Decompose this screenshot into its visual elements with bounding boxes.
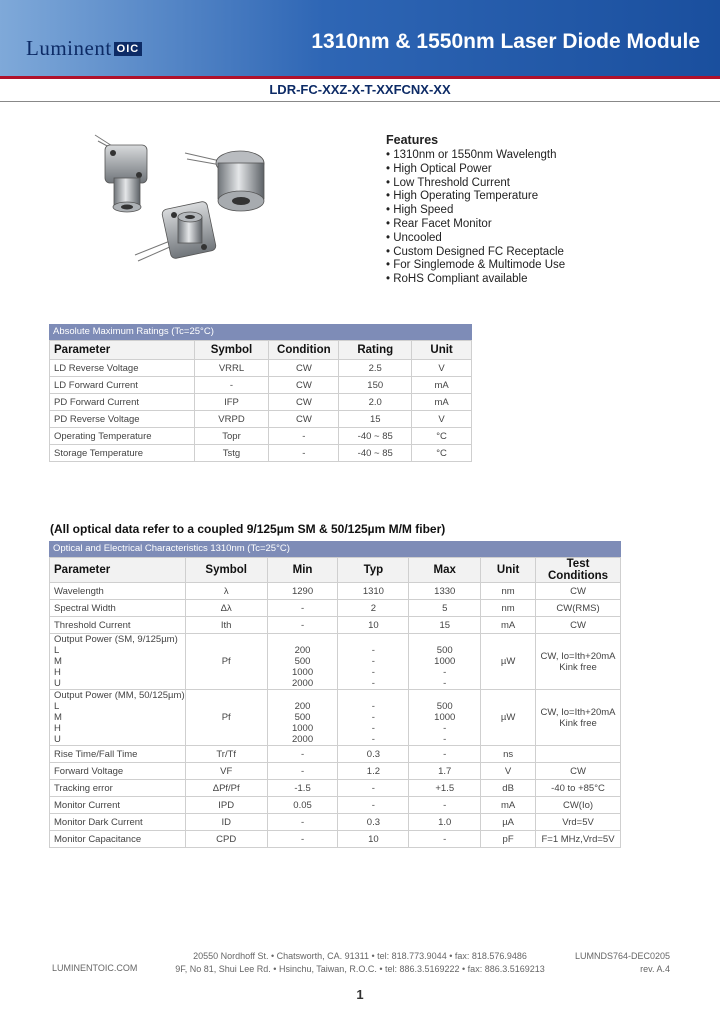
table-cell: 0.05	[267, 797, 338, 814]
table-cell: Storage Temperature	[50, 445, 195, 462]
table-row	[50, 600, 621, 617]
feature-item: • High Optical Power	[386, 163, 565, 177]
table-cell: -	[267, 600, 338, 617]
optical-body	[50, 583, 621, 848]
table-cell: 200 500 1000 2000	[267, 690, 338, 746]
header-banner	[0, 0, 720, 76]
table-cell: -	[338, 797, 409, 814]
table-cell: CW	[536, 583, 621, 600]
document-title: 1310nm & 1550nm Laser Diode Module	[311, 30, 700, 53]
laser-module-right	[185, 151, 264, 211]
table-cell: F=1 MHz,Vrd=5V	[536, 831, 621, 848]
table-cell: 1290	[267, 583, 338, 600]
table-cell: Monitor Current	[50, 797, 186, 814]
laser-module-bottom	[135, 201, 217, 261]
table-cell: 150	[339, 377, 412, 394]
table-cell: µA	[481, 814, 536, 831]
table-caption: Optical and Electrical Characteristics 1310nm (Tc=25°C)	[49, 541, 621, 557]
table-cell: PD Reverse Voltage	[50, 411, 195, 428]
table-row	[50, 411, 472, 428]
table-cell: Threshold Current	[50, 617, 186, 634]
table-cell: nm	[481, 600, 536, 617]
optical-characteristics-table	[49, 541, 621, 848]
table-cell: mA	[412, 377, 472, 394]
table-cell: VF	[185, 763, 267, 780]
table-cell: Vrd=5V	[536, 814, 621, 831]
table-row	[50, 814, 621, 831]
table-cell: ID	[185, 814, 267, 831]
logo-badge: OIC	[114, 42, 143, 56]
table-cell: 2.5	[339, 360, 412, 377]
column-header: Condition	[269, 341, 339, 360]
table-cell: Monitor Dark Current	[50, 814, 186, 831]
table-cell: 1.2	[338, 763, 409, 780]
table-cell: -40 to +85°C	[536, 780, 621, 797]
footer-doc-id: LUMNDS764-DEC0205	[574, 951, 670, 961]
table-cell: CW, Io=Ith+20mA Kink free	[536, 634, 621, 690]
table-cell: Tr/Tf	[185, 746, 267, 763]
table-caption: Absolute Maximum Ratings (Tc=25°C)	[49, 324, 472, 340]
column-header: Test Conditions	[536, 558, 621, 583]
table-cell: µW	[481, 690, 536, 746]
features-list	[386, 149, 565, 287]
column-header: Parameter	[50, 341, 195, 360]
table-cell: -	[267, 617, 338, 634]
table-cell: -	[267, 763, 338, 780]
table-cell: pF	[481, 831, 536, 848]
table-cell: Pf	[185, 690, 267, 746]
header-accent-line	[0, 76, 720, 79]
table-cell: Spectral Width	[50, 600, 186, 617]
table-cell: 15	[409, 617, 481, 634]
table-row	[50, 394, 472, 411]
table-row	[50, 445, 472, 462]
feature-item: • For Singlemode & Multimode Use	[386, 259, 565, 273]
table-cell: LD Forward Current	[50, 377, 195, 394]
table-cell: °C	[412, 428, 472, 445]
table-cell: 0.3	[338, 814, 409, 831]
table-cell: ΔPf/Pf	[185, 780, 267, 797]
table-cell: 500 1000 - -	[409, 690, 481, 746]
table-cell: CW	[269, 394, 339, 411]
table-cell: 1310	[338, 583, 409, 600]
fiber-note: (All optical data refer to a coupled 9/125µm SM & 50/125µm M/M fiber)	[50, 522, 446, 536]
table-row	[50, 634, 621, 690]
table-row	[50, 360, 472, 377]
column-header: Symbol	[194, 341, 269, 360]
table-cell: 2	[338, 600, 409, 617]
table-cell: mA	[481, 617, 536, 634]
feature-item: • Rear Facet Monitor	[386, 218, 565, 232]
feature-item: • Low Threshold Current	[386, 177, 565, 191]
table-cell: Δλ	[185, 600, 267, 617]
table-cell: 15	[339, 411, 412, 428]
table-cell: V	[481, 763, 536, 780]
table-row	[50, 377, 472, 394]
table-cell: Rise Time/Fall Time	[50, 746, 186, 763]
table-cell: CW	[269, 377, 339, 394]
footer-address-tw: 9F, No 81, Shui Lee Rd. • Hsinchu, Taiwan, R.O.C. • tel: 886.3.5169222 • fax: 886.3.5169213	[175, 964, 545, 974]
table-cell: CW	[269, 411, 339, 428]
company-logo	[26, 36, 142, 61]
table-cell: ns	[481, 746, 536, 763]
feature-item: • Uncooled	[386, 232, 565, 246]
table-cell: 0.3	[338, 746, 409, 763]
table-cell: CPD	[185, 831, 267, 848]
table-cell: PD Forward Current	[50, 394, 195, 411]
table-cell: Output Power (SM, 9/125µm) L M H U	[50, 634, 186, 690]
table-cell: Monitor Capacitance	[50, 831, 186, 848]
column-header: Rating	[339, 341, 412, 360]
table-cell: 1.0	[409, 814, 481, 831]
table-cell: -	[269, 428, 339, 445]
table-cell: 1330	[409, 583, 481, 600]
absolute-max-ratings-table	[49, 324, 472, 462]
table-row	[50, 780, 621, 797]
logo-text: Luminent	[26, 36, 112, 60]
table-cell: IFP	[194, 394, 269, 411]
table-cell: CW(RMS)	[536, 600, 621, 617]
footer-address-us: 20550 Nordhoff St. • Chatsworth, CA. 91311 • tel: 818.773.9044 • fax: 818.576.9486	[193, 951, 527, 961]
column-header: Symbol	[185, 558, 267, 583]
table-cell: λ	[185, 583, 267, 600]
table-cell: - - - -	[338, 634, 409, 690]
table-cell: +1.5	[409, 780, 481, 797]
table-cell: CW, Io=Ith+20mA Kink free	[536, 690, 621, 746]
table-cell: dB	[481, 780, 536, 797]
table-cell: 200 500 1000 2000	[267, 634, 338, 690]
table-row	[50, 617, 621, 634]
table-cell: Ith	[185, 617, 267, 634]
table-cell: 5	[409, 600, 481, 617]
table-cell: Forward Voltage	[50, 763, 186, 780]
table-cell: CW	[269, 360, 339, 377]
table-cell: mA	[481, 797, 536, 814]
footer-addresses	[170, 950, 550, 976]
table-row	[50, 428, 472, 445]
table-cell: -	[338, 780, 409, 797]
feature-item: • High Speed	[386, 204, 565, 218]
table-header-row	[50, 341, 472, 360]
table-cell: Wavelength	[50, 583, 186, 600]
table-row	[50, 831, 621, 848]
table-cell: Tracking error	[50, 780, 186, 797]
table-cell: Tstg	[194, 445, 269, 462]
column-header: Parameter	[50, 558, 186, 583]
table-cell: -	[409, 746, 481, 763]
table-cell: -	[267, 746, 338, 763]
table-header-row	[50, 558, 621, 583]
feature-item: • RoHS Compliant available	[386, 273, 565, 287]
table-cell: 10	[338, 617, 409, 634]
table-cell: µW	[481, 634, 536, 690]
footer-website: LUMINENTOIC.COM	[52, 963, 138, 973]
table-cell: Operating Temperature	[50, 428, 195, 445]
feature-item: • High Operating Temperature	[386, 190, 565, 204]
part-number-divider	[0, 101, 720, 102]
table-cell: Topr	[194, 428, 269, 445]
column-header: Unit	[481, 558, 536, 583]
features-heading: Features	[386, 133, 439, 147]
table-row	[50, 746, 621, 763]
table-cell: V	[412, 360, 472, 377]
product-photo	[90, 123, 320, 273]
table-cell: V	[412, 411, 472, 428]
footer-revision: rev. A.4	[640, 964, 670, 974]
table-cell: Pf	[185, 634, 267, 690]
table-cell: VRPD	[194, 411, 269, 428]
laser-module-left	[95, 135, 147, 212]
table-cell: -	[409, 831, 481, 848]
table-cell: °C	[412, 445, 472, 462]
table-cell: CW	[536, 617, 621, 634]
column-header: Min	[267, 558, 338, 583]
table-cell: -	[267, 831, 338, 848]
table-cell: 2.0	[339, 394, 412, 411]
page-number: 1	[356, 987, 364, 1002]
part-number: LDR-FC-XXZ-X-T-XXFCNX-XX	[269, 82, 451, 97]
table-cell: -	[194, 377, 269, 394]
feature-item: • 1310nm or 1550nm Wavelength	[386, 149, 565, 163]
table-cell: mA	[412, 394, 472, 411]
table-row	[50, 583, 621, 600]
table-cell: Output Power (MM, 50/125µm) L M H U	[50, 690, 186, 746]
table-cell: -	[267, 814, 338, 831]
table-cell: -1.5	[267, 780, 338, 797]
feature-item: • Custom Designed FC Receptacle	[386, 246, 565, 260]
column-header: Unit	[412, 341, 472, 360]
column-header: Max	[409, 558, 481, 583]
table-cell: 1.7	[409, 763, 481, 780]
table-cell: 10	[338, 831, 409, 848]
table-cell: VRRL	[194, 360, 269, 377]
table-cell	[536, 746, 621, 763]
table-cell: -40 ~ 85	[339, 428, 412, 445]
table-cell: nm	[481, 583, 536, 600]
table-cell: - - - -	[338, 690, 409, 746]
table-cell: LD Reverse Voltage	[50, 360, 195, 377]
table-cell: -	[269, 445, 339, 462]
column-header: Typ	[338, 558, 409, 583]
footer-doc-info	[575, 950, 670, 976]
table-cell: 500 1000 - -	[409, 634, 481, 690]
table-row	[50, 797, 621, 814]
table-cell: -	[409, 797, 481, 814]
table-cell: IPD	[185, 797, 267, 814]
features-section	[386, 133, 565, 287]
table-row	[50, 763, 621, 780]
table-cell: -40 ~ 85	[339, 445, 412, 462]
table-cell: CW	[536, 763, 621, 780]
table-cell: CW(Io)	[536, 797, 621, 814]
abs-max-body	[50, 360, 472, 462]
table-row	[50, 690, 621, 746]
